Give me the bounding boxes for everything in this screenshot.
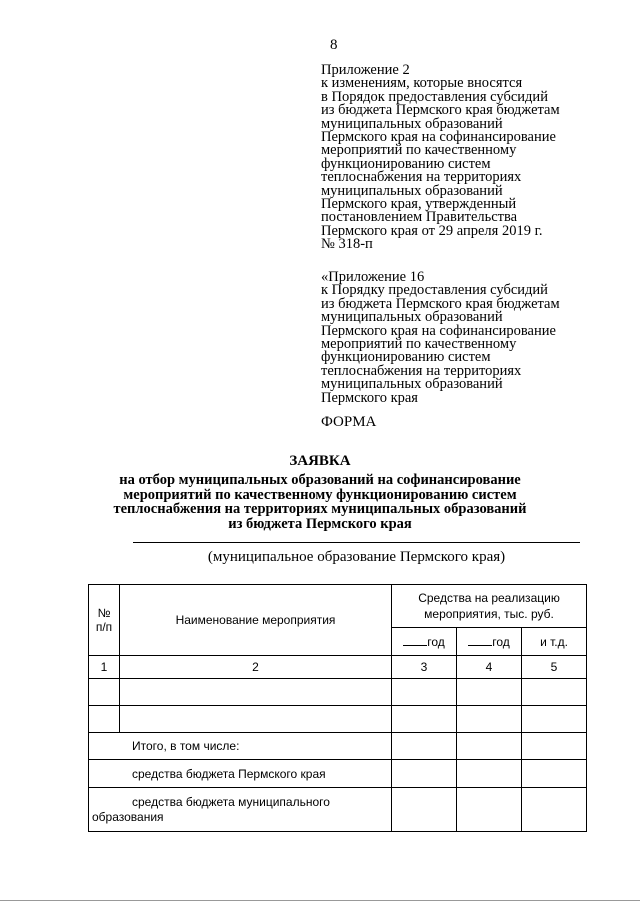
appendix-2-line: Пермского края на софинансирование: [321, 129, 556, 146]
total-label: Итого, в том числе:: [89, 733, 392, 760]
year-suffix: год: [492, 634, 510, 649]
appendix-16-line: теплоснабжения на территориях: [321, 362, 522, 379]
header-num-line: п/п: [95, 620, 113, 634]
empty-cell: [522, 760, 587, 788]
page-number: 8: [330, 37, 338, 53]
empty-cell: [392, 733, 457, 760]
appendix-16-line: Пермского края на софинансирование: [321, 322, 556, 339]
appendix-2-line: Пермского края, утвержденный: [321, 196, 517, 213]
application-table: [88, 584, 587, 832]
empty-cell: [522, 788, 587, 832]
year-suffix: год: [427, 634, 445, 649]
header-name-cell: Наименование мероприятия: [120, 585, 392, 656]
header-funds-line: мероприятия, тыс. руб.: [424, 607, 554, 621]
table-header-row: [89, 585, 587, 628]
appendix-2-line: муниципальных образований: [321, 115, 503, 132]
form-label: ФОРМА: [321, 414, 377, 430]
header-funds-cell: [392, 585, 587, 628]
col-number: 4: [457, 656, 522, 679]
header-num-line: №: [97, 606, 111, 620]
empty-cell: [89, 679, 120, 706]
empty-cell: [457, 760, 522, 788]
appendix-2-line: Приложение 2: [321, 62, 410, 78]
appendix-2-line: к изменениям, которые вносятся: [321, 75, 523, 92]
empty-cell: [89, 706, 120, 733]
header-funds-line: Средства на реализацию: [418, 591, 560, 605]
empty-cell: [522, 679, 587, 706]
empty-cell: [522, 706, 587, 733]
year-cell-1: [392, 628, 457, 656]
appendix-16-line: муниципальных образований: [321, 309, 503, 326]
year-cell-etc: и т.д.: [522, 628, 587, 656]
page-bottom-border: [0, 900, 640, 901]
table-numbering-row: [89, 656, 587, 679]
appendix-16-line: из бюджета Пермского края бюджетам: [321, 295, 560, 312]
appendix-16-line: муниципальных образований: [321, 376, 503, 393]
year-blank: [403, 635, 427, 646]
empty-cell: [392, 706, 457, 733]
col-number: 5: [522, 656, 587, 679]
empty-cell: [392, 679, 457, 706]
subtitle-line: теплоснабжения на территориях муниципальных образований: [113, 501, 527, 517]
appendix-2-line: Пермского края от 29 апреля 2019 г.: [321, 222, 543, 239]
appendix-16-header: [321, 271, 611, 405]
document-title: ЗАЯВКА: [289, 453, 351, 469]
document-subtitle: [60, 473, 580, 531]
year-cell-2: [457, 628, 522, 656]
total-row: [89, 733, 587, 760]
empty-cell: [120, 706, 392, 733]
perm-budget-label: средства бюджета Пермского края: [89, 760, 392, 788]
appendix-2-line: постановлением Правительства: [321, 209, 518, 226]
municipal-budget-row: [89, 788, 587, 832]
appendix-16-line: мероприятий по качественному: [321, 336, 517, 353]
appendix-16-line: функционированию систем: [321, 349, 491, 366]
municipality-blank-line: [133, 542, 580, 543]
appendix-2-line: функционированию систем: [321, 155, 491, 172]
appendix-2-header: [321, 64, 611, 252]
appendix-16-line: к Порядку предоставления субсидий: [321, 282, 548, 299]
empty-cell: [457, 706, 522, 733]
appendix-16-line: «Приложение 16: [321, 269, 425, 285]
appendix-2-line: № 318-п: [321, 236, 373, 253]
empty-cell: [522, 733, 587, 760]
appendix-2-line: в Порядок предоставления субсидий: [321, 88, 548, 105]
col-number: 2: [120, 656, 392, 679]
empty-cell: [457, 733, 522, 760]
appendix-2-line: муниципальных образований: [321, 182, 503, 199]
appendix-2-line: мероприятий по качественному: [321, 142, 517, 159]
municipal-budget-label: средства бюджета муниципального образования: [89, 788, 392, 832]
subtitle-line: на отбор муниципальных образований на софинансирование: [119, 472, 521, 488]
empty-cell: [457, 788, 522, 832]
table-row: [89, 706, 587, 733]
empty-cell: [120, 679, 392, 706]
header-num-cell: [89, 585, 120, 656]
col-number: 3: [392, 656, 457, 679]
empty-cell: [392, 760, 457, 788]
table-row: [89, 679, 587, 706]
municipality-caption: (муниципальное образование Пермского края): [207, 549, 506, 565]
perm-budget-row: [89, 760, 587, 788]
empty-cell: [457, 679, 522, 706]
appendix-2-line: из бюджета Пермского края бюджетам: [321, 102, 560, 119]
year-blank: [468, 635, 492, 646]
subtitle-line: мероприятий по качественному функционированию систем: [123, 486, 517, 503]
empty-cell: [392, 788, 457, 832]
col-number: 1: [89, 656, 120, 679]
subtitle-line: из бюджета Пермского края: [228, 515, 412, 532]
appendix-2-line: теплоснабжения на территориях: [321, 169, 522, 186]
appendix-16-line: Пермского края: [321, 389, 418, 406]
